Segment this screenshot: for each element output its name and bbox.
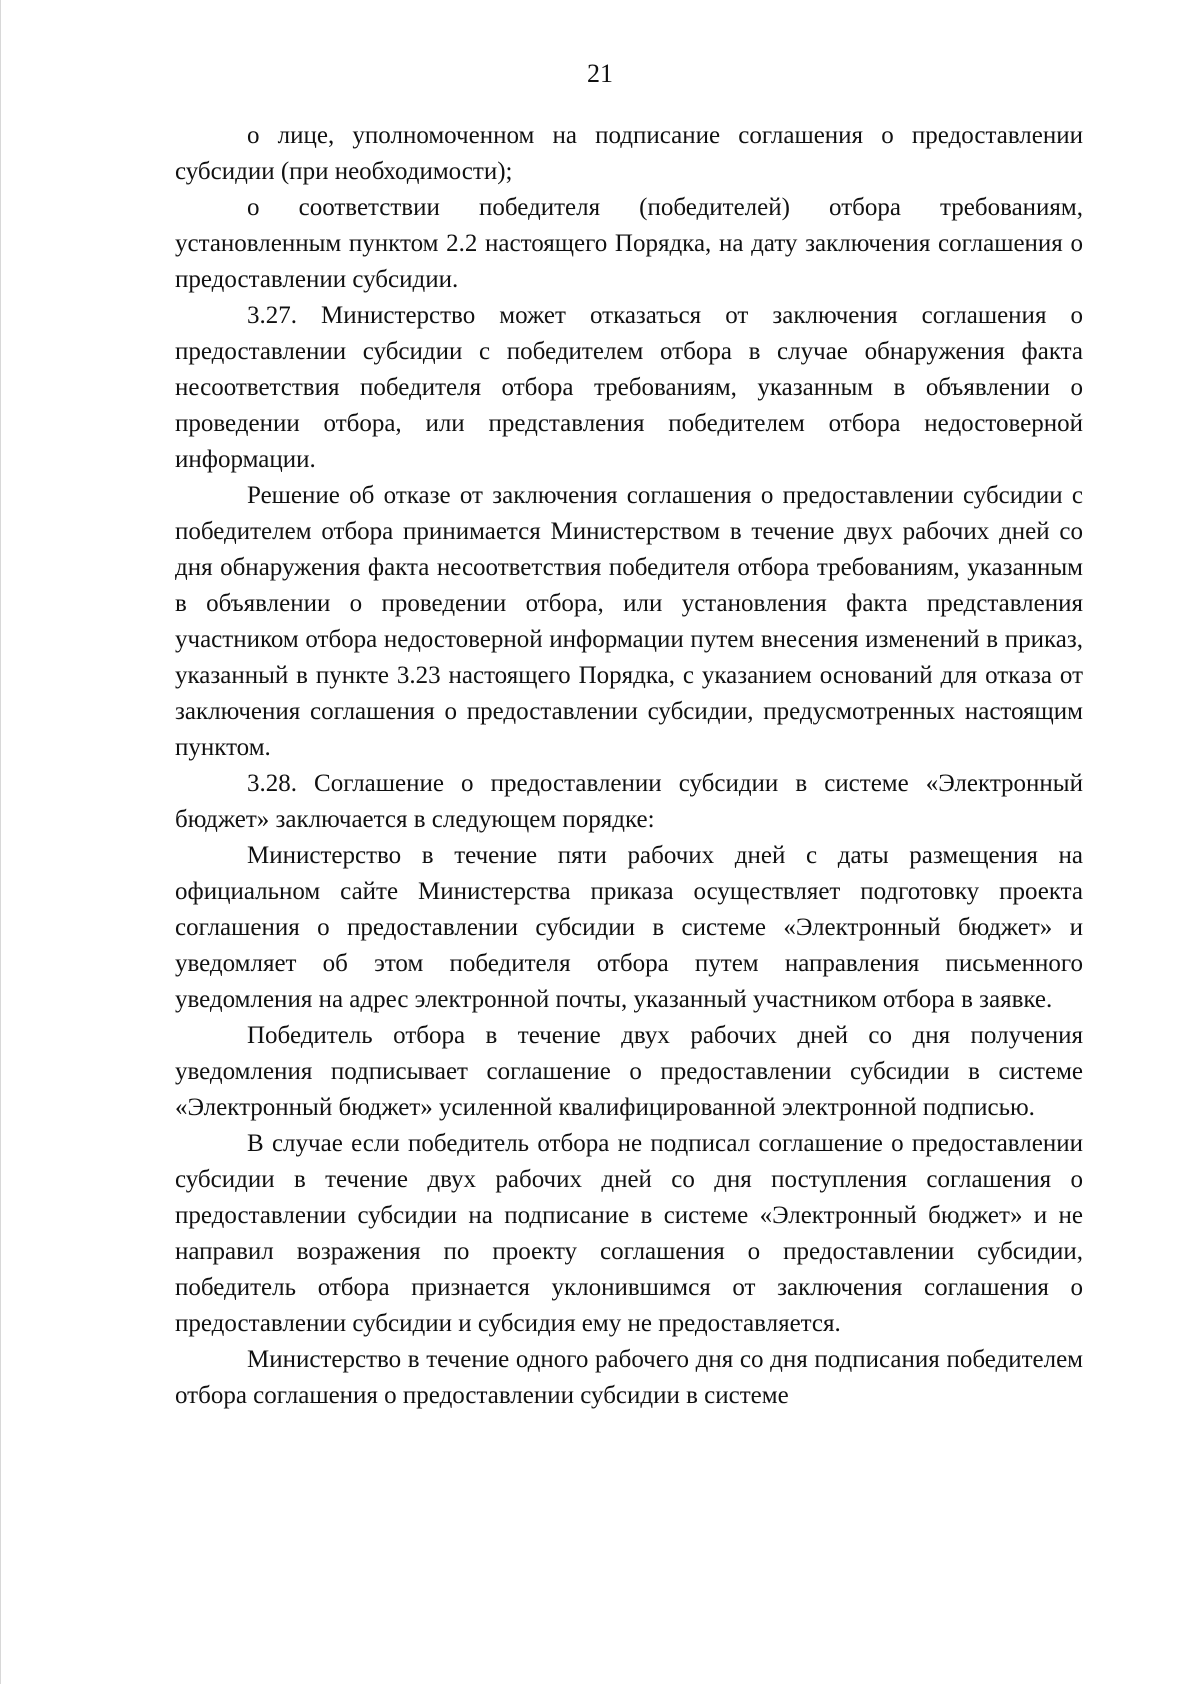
scan-left-edge <box>0 0 1 1684</box>
page-number: 21 <box>587 59 613 88</box>
document-body <box>175 118 1083 1414</box>
paragraph-draft-preparation: Министерство в течение пяти рабочих дней с даты размещения на официальном сайте Министерства приказа осуществляет подготовку проекта соглашения о предоставлении субсидии в системе «Электронный бюджет» и уведомляет об этом победителя отбора путем направления письменного уведомления на адрес электронной почты, указанный участником отбора в заявке. <box>175 842 1083 1013</box>
paragraph-ministry-signing: Министерство в течение одного рабочего дня со дня подписания победителем отбора соглашения о предоставлении субсидии в системе <box>175 1346 1083 1409</box>
paragraph-3-28: 3.28. Соглашение о предоставлении субсидии в системе «Электронный бюджет» заключается в следующем порядке: <box>175 770 1083 833</box>
paragraph-evasion: В случае если победитель отбора не подписал соглашение о предоставлении субсидии в течение двух рабочих дней со дня поступления соглашения о предоставлении субсидии на подписание в системе «Электронный бюджет» и не направил возражения по проекту соглашения о предоставлении субсидии, победитель отбора признается уклонившимся от заключения соглашения о предоставлении субсидии и субсидия ему не предоставляется. <box>175 1130 1083 1337</box>
paragraph-authorized-person: о лице, уполномоченном на подписание соглашения о предоставлении субсидии (при необходимости); <box>175 122 1083 185</box>
paragraph-refusal-decision: Решение об отказе от заключения соглашения о предоставлении субсидии с победителем отбора принимается Министерством в течение двух рабочих дней со дня обнаружения факта несоответствия победителя отбора требованиям, указанным в объявлении о проведении отбора, или установления факта представления участником отбора недостоверной информации путем внесения изменений в приказ, указанный в пункте 3.23 настоящего Порядка, с указанием оснований для отказа от заключения соглашения о предоставлении субсидии, предусмотренных настоящим пунктом. <box>175 482 1083 761</box>
paragraph-winner-signs: Победитель отбора в течение двух рабочих дней со дня получения уведомления подписывает соглашение о предоставлении субсидии в системе «Электронный бюджет» усиленной квалифицированной электронной подписью. <box>175 1022 1083 1121</box>
paragraph-winner-compliance: о соответствии победителя (победителей) отбора требованиям, установленным пунктом 2.2 настоящего Порядка, на дату заключения соглашения о предоставлении субсидии. <box>175 194 1083 293</box>
paragraph-3-27: 3.27. Министерство может отказаться от заключения соглашения о предоставлении субсидии с победителем отбора в случае обнаружения факта несоответствия победителя отбора требованиям, указанным в объявлении о проведении отбора, или представления победителем отбора недостоверной информации. <box>175 302 1083 473</box>
